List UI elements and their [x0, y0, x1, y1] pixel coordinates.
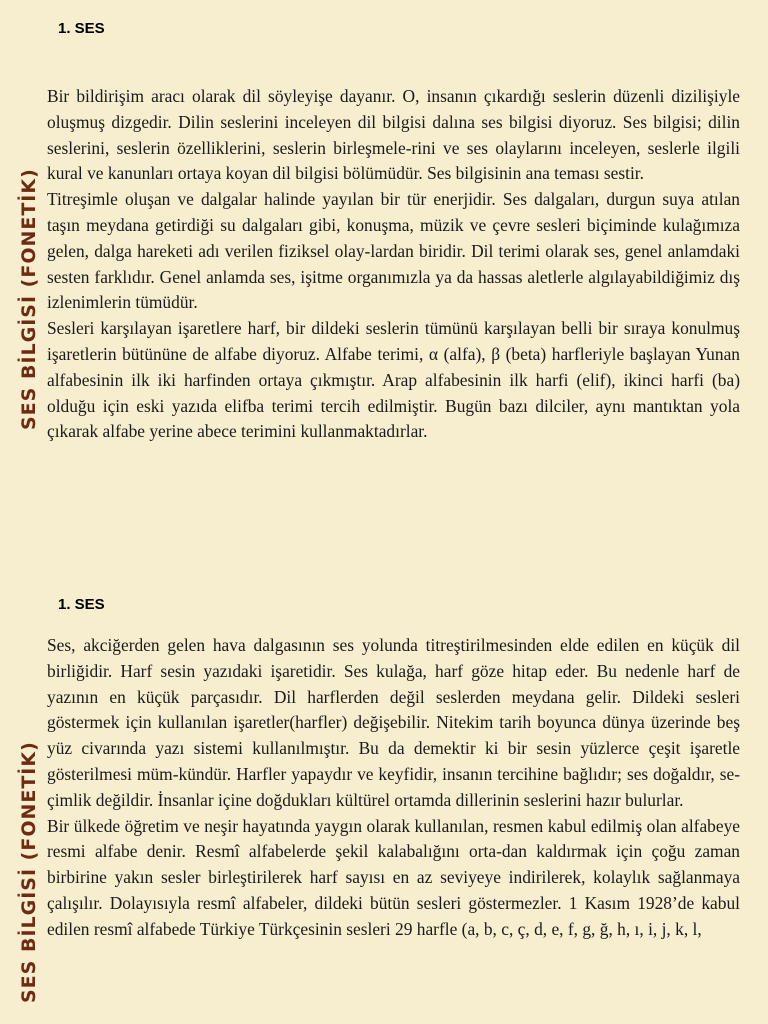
slide-body: [47, 84, 740, 445]
slide-2: [0, 575, 768, 1024]
body-paragraph: Bir bildirişim aracı olarak dil söyleyişe dayanır. O, insanın çıkardığı seslerin düzenli dizilişiyle oluşmuş dizgedir. Dilin seslerini inceleyen dil bilgisi dalına ses bilgisi diyoruz. Ses bilgisi; dilin seslerini, seslerin özelliklerini, seslerin birleşmele-rini ve ses olaylarını inceleyen, seslerle ilgili kural ve kanunları ortaya koyan dil bilgisi bölümüdür. Ses bilgisinin ana teması sestir.: [47, 86, 740, 184]
body-paragraph: Titreşimle oluşan ve dalgalar halinde yayılan bir tür enerjidir. Ses dalgaları, durgun suya atılan taşın meydana getirdiği su dalgaları gibi, konuşma, müzik ve çevre sesleri biçiminde kulağımıza gelen, dalga hareketi adı verilen fiziksel olay-lardan biridir. Dil terimi olarak ses, genel anlamdaki sesten farklıdır. Genel anlamda ses, işitme organımızla ya da hassas aletlerle algılayabildiğimiz dış izlenimlerin tümüdür.: [47, 189, 740, 313]
slide-body: [47, 633, 740, 943]
slide-heading: 1. SES: [58, 20, 105, 37]
body-paragraph: Bir ülkede öğretim ve neşir hayatında yaygın olarak kullanılan, resmen kabul edilmiş olan alfabeye resmi alfabe denir. Resmî alfabelerde şekil kalabalığını orta-dan kaldırmak için çoğu zaman birbirine yakın sesler birleştirilerek harf sayısı en az seviyeye indirilerek, kolaylık sağlanmaya çalışılır. Dolayısıyla resmî alfabeler, dildeki bütün sesleri göstermezler. 1 Kasım 1928’de kabul edilen resmî alfabede Türkiye Türkçesinin sesleri 29 harfle (a, b, c, ç, d, e, f, g, ğ, h, ı, i, j, k, l,: [47, 815, 740, 939]
body-paragraph: Ses, akciğerden gelen hava dalgasının ses yolunda titreştirilmesinden elde edilen en küçük dil birliğidir. Harf sesin yazıdaki işaretidir. Ses kulağa, harf göze hitap eder. Bu nedenle harf de yazının en küçük parçasıdır. Dil harflerden değil seslerden meydana gelir. Dildeki sesleri göstermek için kullanılan işaretler(harfler) değişebilir. Nitekim tarih boyunca dünya üzerinde beş yüz civarında yazı sistemi kullanılmıştır. Bu da demektir ki bir sesin yüzlerce çeşit işaretle gösterilmesi müm-kündür. Harfler yapaydır ve keyfidir, insanın tercihine bağlıdır; ses doğaldır, se-çimlik değildir. İnsanlar içine doğdukları kültürel ortamda dillerinin seslerini hazır bulurlar.: [47, 635, 740, 810]
body-paragraph: Sesleri karşılayan işaretlere harf, bir dildeki seslerin tümünü karşılayan belli bir sıraya konulmuş işaretlerin bütününe de alfabe diyoruz. Alfabe terimi, α (alfa), β (beta) harfleriyle başlayan Yunan alfabesinin ilk iki harfinden ortaya çıkmıştır. Arap alfabesinin ilk harfi (elif), ikinci harfi (ba) olduğu için eski yazıda elifba terimi tercih edilmiştir. Bugün bazı dilciler, aynı mantıktan yola çıkarak alfabe yerine abece terimini kullanmaktadırlar.: [47, 318, 740, 442]
side-section-label: SES BİLGİSİ (FONETİK): [18, 741, 40, 1003]
slide-heading: 1. SES: [58, 596, 105, 613]
side-section-label: SES BİLGİSİ (FONETİK): [18, 168, 40, 430]
